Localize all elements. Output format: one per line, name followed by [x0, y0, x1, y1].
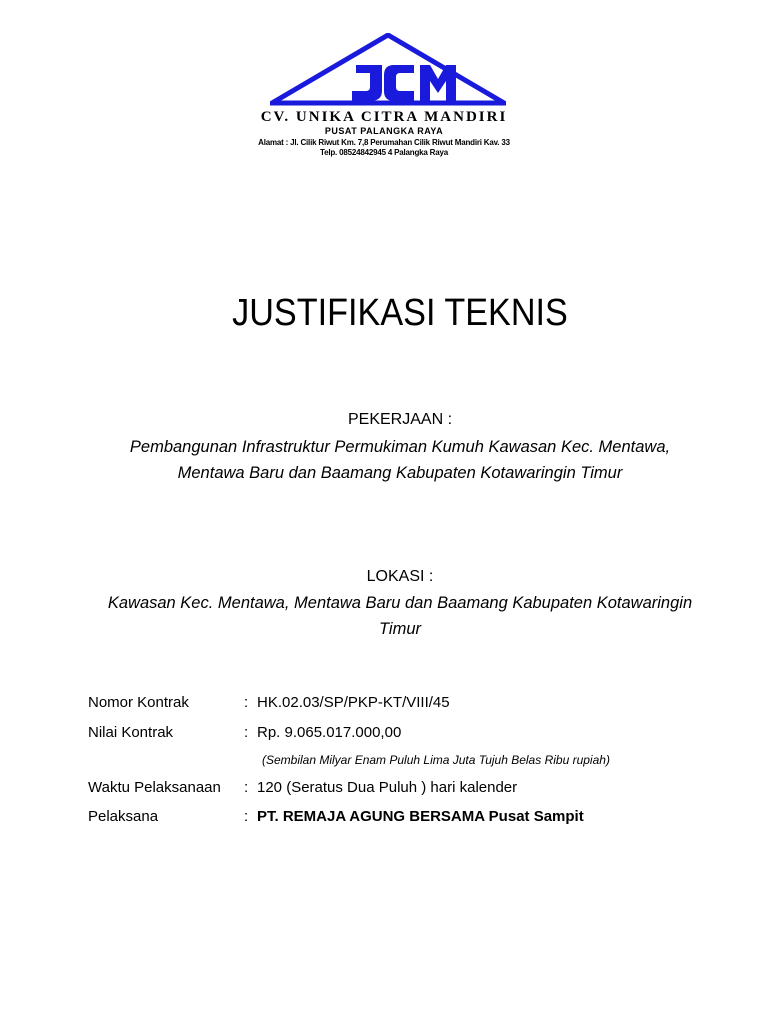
- company-logo: [270, 33, 506, 107]
- pekerjaan-label: PEKERJAAN :: [347, 411, 453, 428]
- separator: :: [244, 779, 249, 796]
- separator: :: [244, 724, 249, 741]
- lokasi-line-1: Kawasan Kec. Mentawa, Mentawa Baru dan Baamang Kabupaten Kotawaringin: [107, 594, 693, 612]
- nilai-kontrak-label: Nilai Kontrak: [88, 724, 174, 741]
- company-subtitle: PUSAT PALANGKA RAYA: [324, 126, 444, 136]
- company-telephone: Telp. 08524842945 4 Palangka Raya: [319, 148, 448, 157]
- lokasi-line-2: Timur: [378, 620, 421, 638]
- waktu-pelaksanaan-value: 120 (Seratus Dua Puluh ) hari kalender: [257, 779, 518, 796]
- nilai-kontrak-terbilang: (Sembilan Milyar Enam Puluh Lima Juta Tujuh Belas Ribu rupiah): [262, 753, 610, 767]
- company-address: Alamat : Jl. Cilik Riwut Km. 7,8 Perumahan Cilik Riwut Mandiri Kav. 33: [258, 138, 510, 147]
- document-title: JUSTIFIKASI TEKNIS: [232, 292, 568, 334]
- waktu-pelaksanaan-label: Waktu Pelaksanaan: [88, 779, 221, 796]
- pekerjaan-line-1: Pembangunan Infrastruktur Permukiman Kumuh Kawasan Kec. Mentawa,: [129, 438, 671, 456]
- nilai-kontrak-value: Rp. 9.065.017.000,00: [257, 724, 402, 741]
- company-name: CV. UNIKA CITRA MANDIRI: [260, 109, 508, 125]
- pelaksana-label: Pelaksana: [88, 808, 159, 825]
- nomor-kontrak-label: Nomor Kontrak: [88, 694, 189, 711]
- separator: :: [244, 694, 249, 711]
- lokasi-label: LOKASI :: [366, 568, 434, 585]
- pekerjaan-line-2: Mentawa Baru dan Baamang Kabupaten Kotawaringin Timur: [177, 464, 623, 482]
- separator: :: [244, 808, 249, 825]
- nomor-kontrak-value: HK.02.03/SP/PKP-KT/VIII/45: [257, 694, 450, 711]
- pelaksana-value: PT. REMAJA AGUNG BERSAMA Pusat Sampit: [257, 808, 584, 825]
